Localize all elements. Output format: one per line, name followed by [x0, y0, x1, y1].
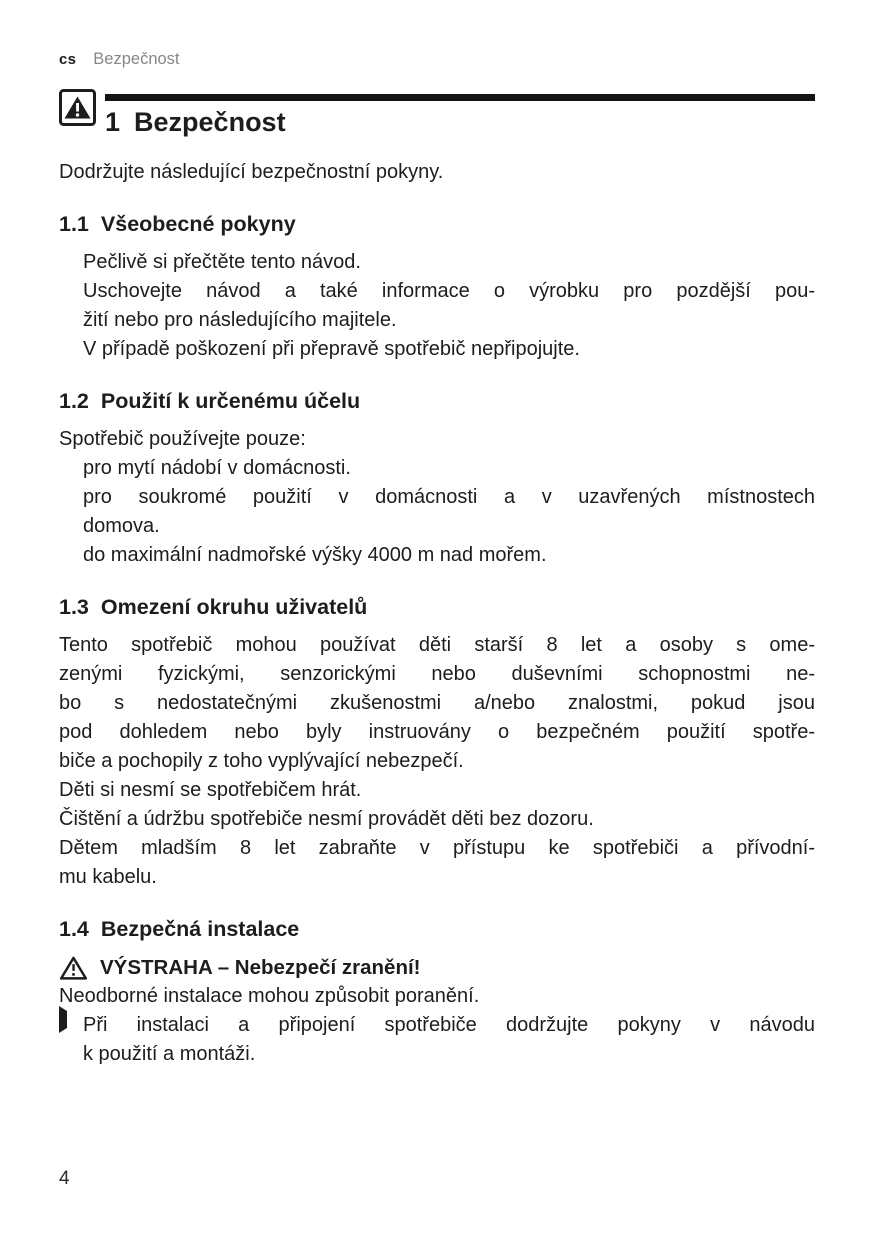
section-1-3-title	[59, 594, 815, 620]
list-item	[59, 483, 815, 541]
list-item-text: Pečlivě si přečtěte tento návod.	[83, 251, 361, 273]
list-item-text: do maximální nadmořské výšky 4000 m nad mořem.	[83, 544, 547, 566]
section-1-1-number: 1.1	[59, 212, 89, 236]
list-item-text: pro soukromé použití v domácnosti a v uzavřených místnostech domova.	[83, 486, 815, 537]
section-1-3-number: 1.3	[59, 595, 89, 619]
paragraph-text: Čištění a údržbu spotřebiče nesmí provádět děti bez dozoru.	[59, 808, 594, 830]
list-item-text: Uschovejte návod a také informace o výrobku pro pozdější pou- žití nebo pro následujícího majitele.	[83, 280, 815, 331]
list-item	[59, 541, 815, 570]
chapter-rule	[105, 94, 815, 101]
bullet-square-icon	[59, 454, 83, 483]
bullet-square-icon	[59, 277, 83, 335]
paragraph-text: Tento spotřebič mohou používat děti starší 8 let a osoby s ome- zenými fyzickými, senzorickými nebo duševními schopnostmi ne- bo s nedostatečnými zkušenostmi a/nebo znalostmi, pokud jsou pod dohledem nebo byly instruovány o bezpečném použití spotře- biče a pochopily z toho vyplývající nebezpečí.	[59, 634, 815, 772]
warning-heading	[59, 953, 815, 982]
bullet-square-icon	[59, 248, 83, 277]
chapter-header	[59, 89, 815, 138]
arrow-bullet-icon	[59, 1011, 83, 1069]
chapter-title	[105, 106, 815, 138]
running-header	[59, 50, 815, 69]
chapter-title-text: Bezpečnost	[134, 107, 286, 137]
section-1-2	[59, 388, 815, 570]
paragraph	[59, 631, 815, 776]
running-header-chapter: Bezpečnost	[93, 50, 180, 68]
bullet-square-icon	[59, 541, 83, 570]
warning-title-text: VÝSTRAHA – Nebezpečí zranění!	[100, 955, 421, 979]
section-1-1	[59, 211, 815, 364]
list-item	[59, 277, 815, 335]
section-1-2-title-text: Použití k určenému účelu	[100, 389, 361, 413]
instruction-text: Při instalaci a připojení spotřebiče dodržujte pokyny v návodu k použití a montáži.	[83, 1014, 815, 1065]
paragraph	[59, 834, 815, 892]
section-1-4	[59, 916, 815, 1069]
chapter-number: 1	[105, 107, 121, 137]
list-item	[59, 335, 815, 364]
chapter-intro: Dodržujte následující bezpečnostní pokyny.	[59, 161, 444, 183]
warning-body: Neodborné instalace mohou způsobit poranění.	[59, 985, 480, 1007]
section-1-1-title	[59, 211, 815, 237]
list-item-text: pro mytí nádobí v domácnosti.	[83, 457, 351, 479]
instruction-item	[59, 1011, 815, 1069]
language-code: cs	[59, 51, 77, 68]
section-1-2-number: 1.2	[59, 389, 89, 413]
paragraph	[59, 776, 815, 805]
section-1-1-title-text: Všeobecné pokyny	[100, 212, 296, 236]
bullet-square-icon	[59, 335, 83, 364]
section-1-4-title	[59, 916, 815, 942]
warning-boxed-icon	[59, 89, 96, 126]
paragraph-text: Děti si nesmí se spotřebičem hrát.	[59, 779, 362, 801]
page-number: 4	[59, 1168, 70, 1189]
list-item-text: V případě poškození při přepravě spotřebič nepřipojujte.	[83, 338, 580, 360]
paragraph-text: Dětem mladším 8 let zabraňte v přístupu ke spotřebiči a přívodní- mu kabelu.	[59, 837, 815, 888]
warning-triangle-icon	[59, 955, 88, 980]
section-1-2-intro: Spotřebič používejte pouze:	[59, 428, 306, 450]
paragraph	[59, 805, 815, 834]
section-1-3	[59, 594, 815, 892]
chapter-header-right	[105, 89, 815, 138]
section-1-4-number: 1.4	[59, 917, 89, 941]
section-1-2-title	[59, 388, 815, 414]
section-1-3-title-text: Omezení okruhu uživatelů	[100, 595, 368, 619]
section-1-4-title-text: Bezpečná instalace	[100, 917, 300, 941]
list-item	[59, 248, 815, 277]
bullet-square-icon	[59, 483, 83, 541]
list-item	[59, 454, 815, 483]
